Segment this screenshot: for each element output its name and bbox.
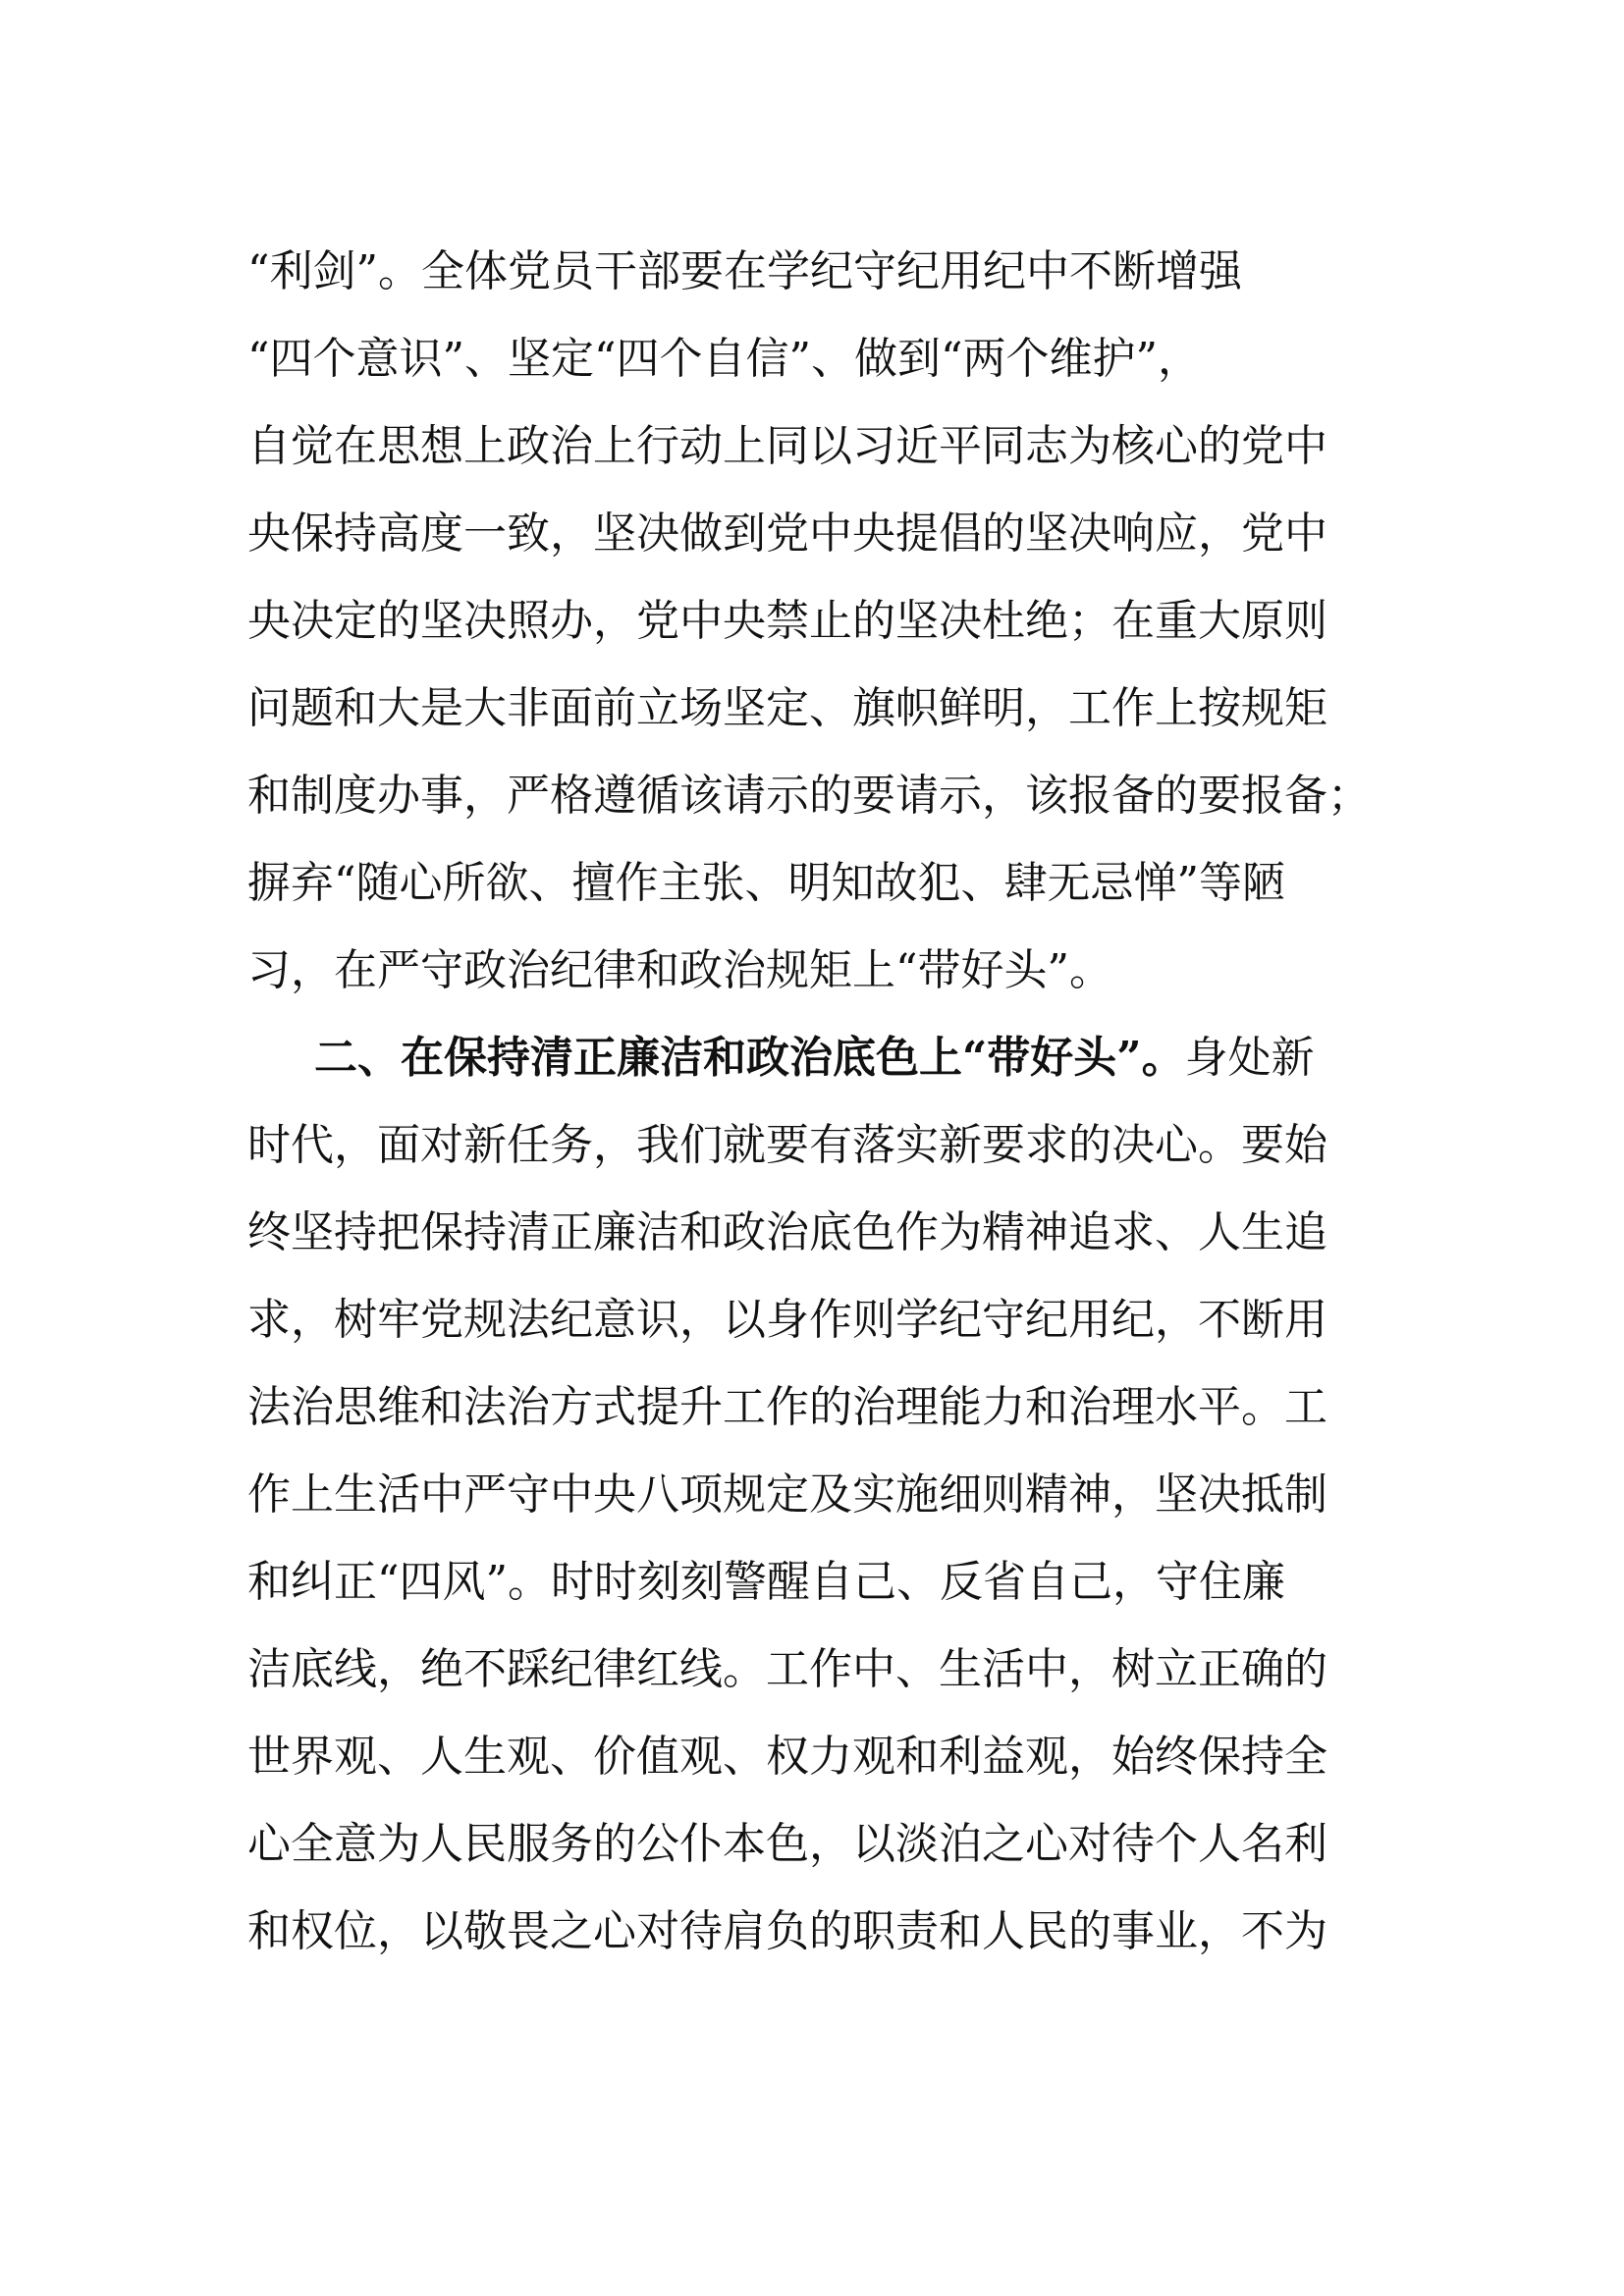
section-heading-line <box>247 1014 1386 1101</box>
paragraph-line: 央决定的坚决照办，党中央禁止的坚决杜绝；在重大原则 <box>247 596 1327 646</box>
paragraph-line: 习，在严守政治纪律和政治规矩上“带好头”。 <box>247 945 1112 995</box>
paragraph-line: 求，树牢党规法纪意识，以身作则学纪守纪用纪，不断用 <box>247 1295 1327 1345</box>
paragraph-line: 央保持高度一致，坚决做到党中央提倡的坚决响应，党中 <box>247 508 1327 559</box>
paragraph-line: 和权位，以敬畏之心对待肩负的职责和人民的事业，不为 <box>247 1906 1327 1956</box>
paragraph-line: “利剑”。全体党员干部要在学纪守纪用纪中不断增强 <box>247 246 1242 296</box>
paragraph-line: 作上生活中严守中央八项规定及实施细则精神，坚决抵制 <box>247 1469 1327 1520</box>
paragraph-line: 终坚持把保持清正廉洁和政治底色作为精神追求、人生追 <box>247 1207 1327 1257</box>
paragraph-line: 世界观、人生观、价值观、权力观和利益观，始终保持全 <box>247 1732 1327 1782</box>
paragraph-line: 法治思维和法治方式提升工作的治理能力和治理水平。工 <box>247 1382 1327 1432</box>
paragraph-line: 心全意为人民服务的公仆本色，以淡泊之心对待个人名利 <box>247 1819 1327 1869</box>
section-heading-tail: 身处新 <box>1184 1033 1315 1083</box>
paragraph-line: 和制度办事，严格遵循该请示的要请示，该报备的要报备； <box>247 771 1371 821</box>
paragraph-line: 时代，面对新任务，我们就要有落实新要求的决心。要始 <box>247 1120 1327 1170</box>
paragraph-line: 自觉在思想上政治上行动上同以习近平同志为核心的党中 <box>247 421 1327 471</box>
paragraph-line: 摒弃“随心所欲、擅作主张、明知故犯、肆无忌惮”等陋 <box>247 858 1285 908</box>
paragraph-line: 问题和大是大非面前立场坚定、旗帜鲜明，工作上按规矩 <box>247 683 1327 733</box>
paragraph-line: “四个意识”、坚定“四个自信”、做到“两个维护”， <box>247 334 1201 384</box>
section-heading: 二、在保持清正廉洁和政治底色上“带好头”。 <box>314 1033 1185 1083</box>
document-body <box>247 228 1386 1975</box>
paragraph-line: 和纠正“四风”。时时刻刻警醒自己、反省自己，守住廉 <box>247 1557 1285 1607</box>
paragraph-line: 洁底线，绝不踩纪律红线。工作中、生活中，树立正确的 <box>247 1644 1327 1694</box>
